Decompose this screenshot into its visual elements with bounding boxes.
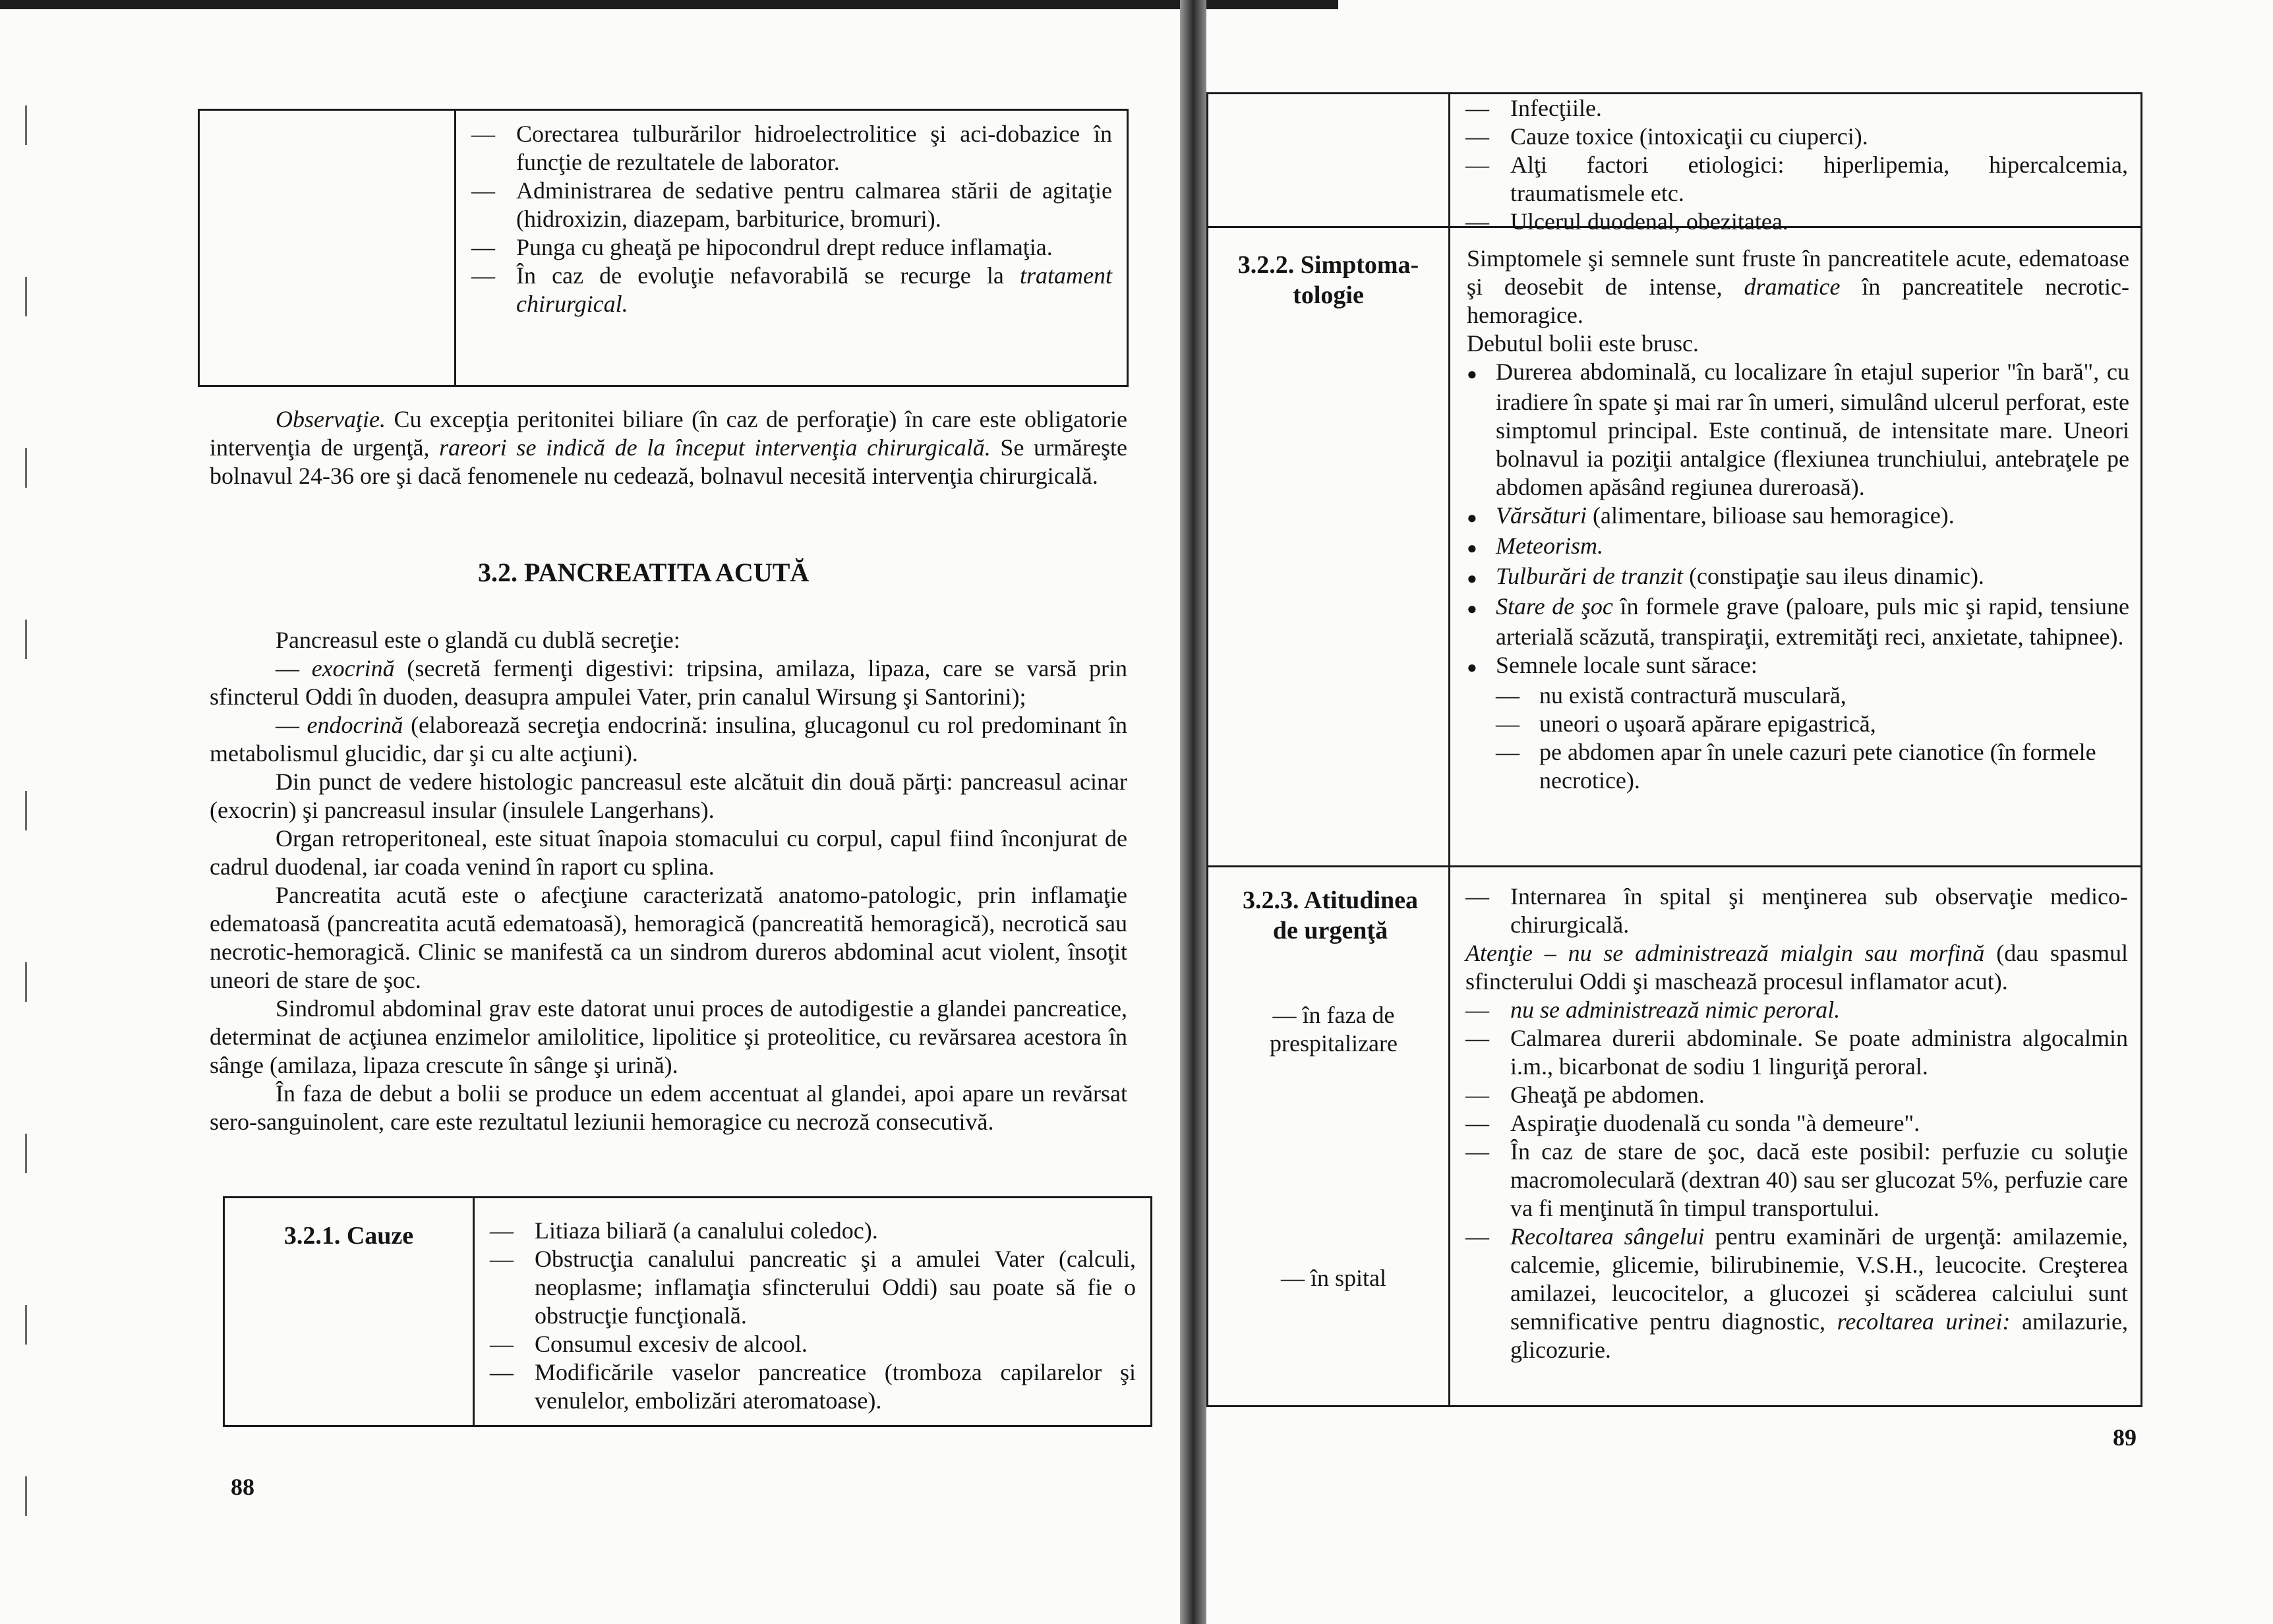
scan-left-edge xyxy=(25,0,28,1624)
symptom-item: ● Semnele locale sunt sărace: xyxy=(1467,651,2129,682)
emergency-item: — Aspiraţie duodenală cu sonda "à demeure". xyxy=(1465,1109,2128,1138)
emergency-item: — În caz de stare de şoc, dacă este posibil: perfuzie cu soluţie macromoleculară (dextran 40) sau ser glucozat 5%, perfuzie care va fi menţinută în timpul transportului. xyxy=(1465,1138,2128,1223)
endocrine-paragraph: — endocrină (elaborează secreţia endocrină: insulina, glucagonul cu rol predominant în metabolismul glucidic, dar şi cu alte acţiuni). xyxy=(210,712,1127,767)
etiology-item: — Alţi factori etiologici: hiperlipemia, hipercalcemia, traumatismele etc. xyxy=(1465,151,2128,208)
treatment-item: — Corectarea tulburărilor hidroelectrolitice şi aci-dobazice în funcţie de rezultatele de laborator. xyxy=(471,120,1112,177)
symptoms-heading: 3.2.2. Simptoma-tologie xyxy=(1237,251,1419,309)
section-title: 3.2. PANCREATITA ACUTĂ xyxy=(478,558,810,587)
scan-top-edge xyxy=(0,0,1180,9)
causes-table xyxy=(223,1196,1152,1427)
treatment-item: — Punga cu gheaţă pe hipocondrul drept reduce inflamaţia. xyxy=(471,233,1112,262)
scan-top-edge xyxy=(1206,0,1338,9)
emergency-item: — nu se administrează nimic peroral. xyxy=(1465,996,2128,1024)
observation-label: Observaţie. xyxy=(276,406,386,432)
cause-item: — Consumul excesiv de alcool. xyxy=(490,1330,1136,1358)
emergency-item: — Internarea în spital şi menţinerea sub observaţie medico-chirurgicală. xyxy=(1465,883,2128,939)
treatment-item: — Administrarea de sedative pentru calmarea stării de agitaţie (hidroxizin, diazepam, barbiturice, bromuri). xyxy=(471,177,1112,233)
page-number: 88 xyxy=(231,1474,254,1500)
emergency-item: — Gheaţă pe abdomen. xyxy=(1465,1081,2128,1109)
hospital-phase: — în spital xyxy=(1281,1265,1386,1291)
causes-heading: 3.2.1. Cauze xyxy=(283,1222,414,1250)
treatment-items xyxy=(471,120,1112,318)
symptom-item: ● Tulburări de tranzit (constipaţie sau ileus dinamic). xyxy=(1467,562,2129,593)
body-text: Pancreasul este o glandă cu dublă secreţie: — exocrină (secretă fermenţi digestivi: tripsina, amilaza, lipaza, care se varsă prin sfincterul Oddi în duoden, deasupra ampulei Vater, prin canalul Wirsung şi Santorini); — endocrină (elaborează secreţia endocrină: insulina, glucagonul cu rol predominant în metabolismul glucidic, dar şi cu alte acţiuni). Din punct de vedere histologic pancreasul este alcătuit din două părţi: pancreasul acinar (exocrin) şi pancreasul insular (insulele Langerhans). Organ retroperitoneal, este situat înapoia stomacului cu corpul, capul fiind înconjurat de cadrul duodenal, iar coada venind în raport cu splina. Pancreatita acută este o afecţiune caracterizată anatomo-patologic, prin inflamaţie edematoasă (pancreatita acută edematoasă), hemoragică (pancreatită hemoragică), necrotică sau necrotic-hemoragică. Clinic se manifestă ca un sindrom dureros abdominal acut violent, însoţit uneori de stare de şoc. Sindromul abdominal grav este datorat unui proces de autodigestie a glandei pancreatice, determinat de acţiunea enzimelor amilolitice, lipolitice şi proteolitice, cu revărsarea acestora în sânge (amilaza, lipaza crescute în sânge şi urină). În faza de debut a bolii se produce un edem accentuat al glandei, apoi apare un revărsat sero-sanguinolent, care este rezultatul leziunii hemoragice cu necroză consecutivă. xyxy=(210,627,1128,1135)
etiology-item: — Infecţiile. xyxy=(1465,94,2128,123)
treatment-item-surgery: — În caz de evoluţie nefavorabilă se recurge la tratament chirurgical. xyxy=(471,262,1112,318)
cause-item: — Litiaza biliară (a canalului coledoc). xyxy=(490,1217,1136,1245)
local-sign-item: — uneori o uşoară apărare epigastrică, xyxy=(1467,710,2129,738)
etiology-item: — Cauze toxice (intoxicaţii cu ciuperci). xyxy=(1465,123,2128,151)
body-paragraph: Pancreatita acută este o afecţiune caracterizată anatomo-patologic, prin inflamaţie edematoasă (pancreatita acută edematoasă), hemoragică (pancreatită hemoragică), necrotică sau necrotic-hemoragică. Clinic se manifestă ca un sindrom dureros abdominal acut violent, însoţit uneori de stare de şoc. xyxy=(210,882,1127,993)
causes-items xyxy=(490,1217,1136,1415)
onset-text: Debutul bolii este brusc. xyxy=(1467,330,1699,357)
emergency-heading: 3.2.3. Atitudinea de urgenţă xyxy=(1242,886,1419,944)
observation-paragraph: Observaţie. Cu excepţia peritonitei biliare (în caz de perforaţie) în care este obligatorie intervenţia de urgenţă, rareori se indică de la început intervenţia chirurgicală. Se urmăreşte bolnavul 24-36 ore şi dacă fenomenele nu cedează, bolnavul necesită intervenţia chirurgicală. xyxy=(210,406,1128,489)
treatment-table xyxy=(198,109,1129,387)
local-sign-item: — nu există contractură musculară, xyxy=(1467,682,2129,710)
body-paragraph: Din punct de vedere histologic pancreasul este alcătuit din două părţi: pancreasul acinar (exocrin) şi pancreasul insular (insulele Langerhans). xyxy=(210,768,1127,823)
body-paragraph: Organ retroperitoneal, este situat înapoia stomacului cu corpul, capul fiind înconjurat de cadrul duodenal, iar coada venind în raport cu splina. xyxy=(210,825,1127,880)
symptom-item: ● Stare de şoc în formele grave (paloare, puls mic şi rapid, tensiune arterială scăzută, transpiraţii, extremităţi reci, anxietate, tahipnee). xyxy=(1467,593,2129,651)
body-paragraph: În faza de debut a bolii se produce un edem accentuat al glandei, apoi apare un revărsat sero-sanguinolent, care este rezultatul leziunii hemoragice cu necroză consecutivă. xyxy=(210,1080,1127,1135)
emergency-item: — Calmarea durerii abdominale. Se poate administra algocalmin i.m., bicarbonat de sodiu 1 linguriţă peroral. xyxy=(1465,1024,2128,1081)
page-number: 89 xyxy=(2113,1424,2137,1451)
symptom-item: ● Durerea abdominală, cu localizare în etajul superior "în bară", cu iradiere în spate şi mai rar în umeri, simulând ulcerul perforat, este simptomul principal. Este continuă, de intensitate mare. Uneori bolnavul ia poziţii antalgice (flexiunea trunchiului, antebraţele pe abdomen apăsând regiunea dureroasă). xyxy=(1467,358,2129,502)
symptom-item: ● Vărsături (alimentare, bilioase sau hemoragice). xyxy=(1467,502,2129,532)
body-paragraph: Sindromul abdominal grav este datorat unui proces de autodigestie a glandei pancreatice, determinat de acţiunea enzimelor amilolitice, lipolitice şi proteolitice, cu revărsarea acestora în sânge (amilaza, lipaza crescute în sânge şi urină). xyxy=(210,995,1127,1078)
symptoms-content: Simptomele şi semnele sunt fruste în pancreatitele acute, edematoase şi deosebit de intense, dramatice în pancreatitele necrotic-hemoragice. Debutul bolii este brusc. ● Durerea abdominală, cu localizare în etajul superior "în bară", cu iradiere în spate şi mai rar în umeri, simulând ulcerul perforat, este simptomul principal. Este continuă, de intensitate mare. Uneori bolnavul ia poziţii antalgice (flexiunea trunchiului, antebraţele pe abdomen apăsând regiunea dureroasă). ● Vărsături (alimentare, bilioase sau hemoragice). ● Meteorism. ● Tulburări de tranzit (constipaţie sau ileus dinamic). ● Stare de şoc în formele grave (paloare, puls mic şi rapid, tensiune arterială scăzută, transpiraţii, extremităţi reci, anxietate, tahipnee). ● Semnele locale sunt sărace: — nu există contractură musculară, — uneori o uşoară apărare epigastrică, — pe abdomen apar în unele cazuri pete cianotice (în formele necrotice). xyxy=(1467,245,2129,795)
emergency-item: — Recoltarea sângelui pentru examinări de urgenţă: amilazemie, calcemie, glicemie, bilirubinemie, V.S.H., leucocite. Creşterea amilazei, leucocitelor, a glucozei şi scăderea calciului sunt semnificative pentru diagnostic, recoltarea urinei: amilazurie, glicozurie. xyxy=(1465,1223,2128,1364)
cause-item: — Modificările vaselor pancreatice (tromboza capilarelor şi venulelor, embolizări ateromatoase). xyxy=(490,1358,1136,1415)
emergency-content xyxy=(1465,883,2128,1364)
pancreatitis-table xyxy=(1206,92,2142,1407)
cause-item: — Obstrucţia canalului pancreatic şi a amulei Vater (calculi, neoplasme; inflamaţia sfincterului Oddi) sau poate să fie o obstrucţie funcţională. xyxy=(490,1245,1136,1330)
book-gutter xyxy=(1180,0,1206,1624)
etiology-item: — Ulcerul duodenal, obezitatea. xyxy=(1465,208,2128,236)
prehospital-phase: — în faza de prespitalizare xyxy=(1270,1002,1398,1057)
etiology-items xyxy=(1465,94,2128,236)
right-page xyxy=(1206,0,2273,1624)
local-sign-item: — pe abdomen apar în unele cazuri pete cianotice (în formele necrotice). xyxy=(1467,738,2129,795)
warning-text: Atenţie – nu se administrează mialgin sau morfină (dau spasmul sfincterului Oddi şi maschează procesul inflamator acut). xyxy=(1465,940,2129,995)
exocrine-paragraph: — exocrină (secretă fermenţi digestivi: tripsina, amilaza, lipaza, care se varsă prin sfincterul Oddi în duoden, deasupra ampulei Vater, prin canalul Wirsung şi Santorini); xyxy=(210,655,1128,710)
symptom-item: ● Meteorism. xyxy=(1467,532,2129,562)
